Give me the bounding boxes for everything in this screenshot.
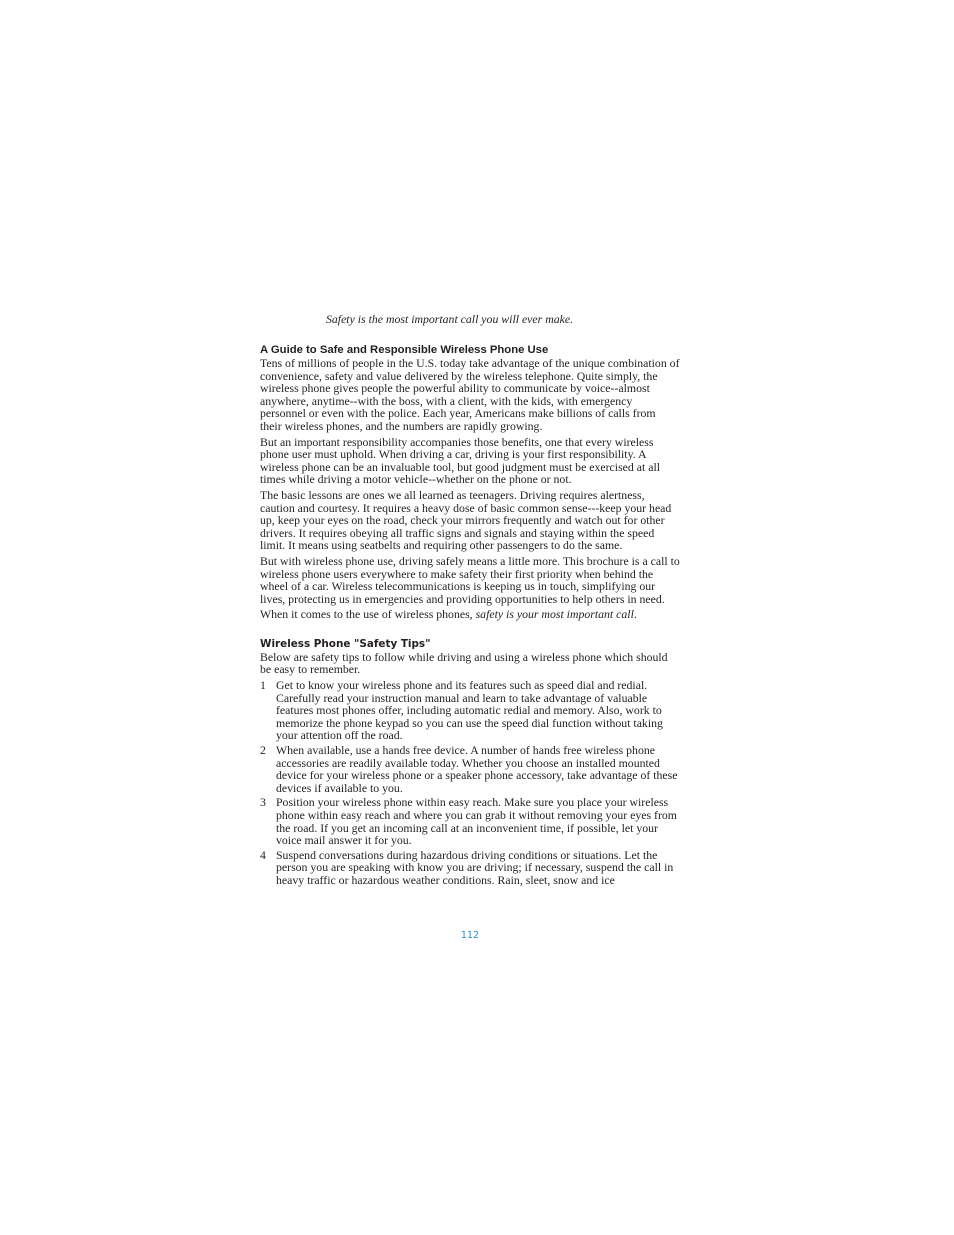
tip-text: When available, use a hands free device. A number of hands free wireless phone accessories are readily available today. Whether you choose an installed mounted device for your wireless phone or a speaker phone accessory, take advantage of these devices if available to you. <box>276 743 678 795</box>
closing-emphasis: safety is your most important call <box>475 607 634 622</box>
tip-item <box>260 679 680 742</box>
tip-item <box>260 796 680 846</box>
tip-item <box>260 744 680 794</box>
tip-text: Get to know your wireless phone and its features such as speed dial and redial. Carefully read your instruction manual and learn to take advantage of valuable features most phones offer, including automatic redial and memory. Also, work to memorize the phone keypad so you can use the speed dial function without taking your attention off the road. <box>276 678 663 743</box>
tips-intro: Below are safety tips to follow while driving and using a wireless phone which should be easy to remember. <box>260 649 668 677</box>
closing-lead: When it comes to the use of wireless phones, <box>260 607 476 622</box>
tip-text: Position your wireless phone within easy reach. Make sure you place your wireless phone within easy reach and where you can grab it without removing your eyes from the road. If you get an incoming call at an inconvenient time, if possible, let your voice mail answer it for you. <box>276 795 677 848</box>
guide-paragraph: But with wireless phone use, driving safely means a little more. This brochure is a call to wireless phone users everywhere to make safety their first priority when behind the wheel of a car. Wireless telecommunications is keeping us in touch, simplifying our lives, protecting us in emergencies and providing opportunities to help others in need. <box>260 553 680 606</box>
guide-paragraph: The basic lessons are ones we all learned as teenagers. Driving requires alertness, caution and courtesy. It requires a heavy dose of basic common sense---keep your head up, keep your eyes on the road, check your mirrors frequently and watch out for other drivers. It requires obeying all traffic signs and signals and staying within the speed limit. It means using seatbelts and requiring other passengers to do the same. <box>260 487 672 553</box>
guide-heading: A Guide to Safe and Responsible Wireless Phone Use <box>260 344 549 356</box>
tip-number: 4 <box>260 847 266 862</box>
tip-number: 1 <box>260 678 266 693</box>
tips-heading: Wireless Phone "Safety Tips" <box>260 637 431 650</box>
tip-text: Suspend conversations during hazardous driving conditions or situations. Let the person you are speaking with know you are driving; if necessary, suspend the call in heavy traffic or hazardous weather conditions. Rain, sleet, snow and ice <box>276 847 674 887</box>
guide-closing-paragraph <box>260 608 680 621</box>
guide-paragraph: But an important responsibility accompanies those benefits, one that every wireless phone user must uphold. When driving a car, driving is your first responsibility. A wireless phone can be an invaluable tool, but good judgment must be exercised at all times while driving a motor vehicle--whether on the phone or not. <box>260 434 660 487</box>
content-column <box>260 344 680 889</box>
guide-paragraph: Tens of millions of people in the U.S. today take advantage of the unique combination of convenience, safety and value delivered by the wireless telephone. Quite simply, the wireless phone gives people the powerful ability to communicate by voice--almost anywhere, anytime--with the boss, with a client, with the kids, with emergency personnel or even with the police. Each year, Americans make billions of calls from their wireless phones, and the numbers are rapidly growing. <box>260 356 680 433</box>
tagline: Safety is the most important call you will ever make. <box>326 312 574 326</box>
tip-number: 3 <box>260 795 266 810</box>
tip-item <box>260 849 680 887</box>
page-number: 112 <box>460 930 480 941</box>
closing-end: . <box>633 607 637 622</box>
tip-number: 2 <box>260 743 266 758</box>
